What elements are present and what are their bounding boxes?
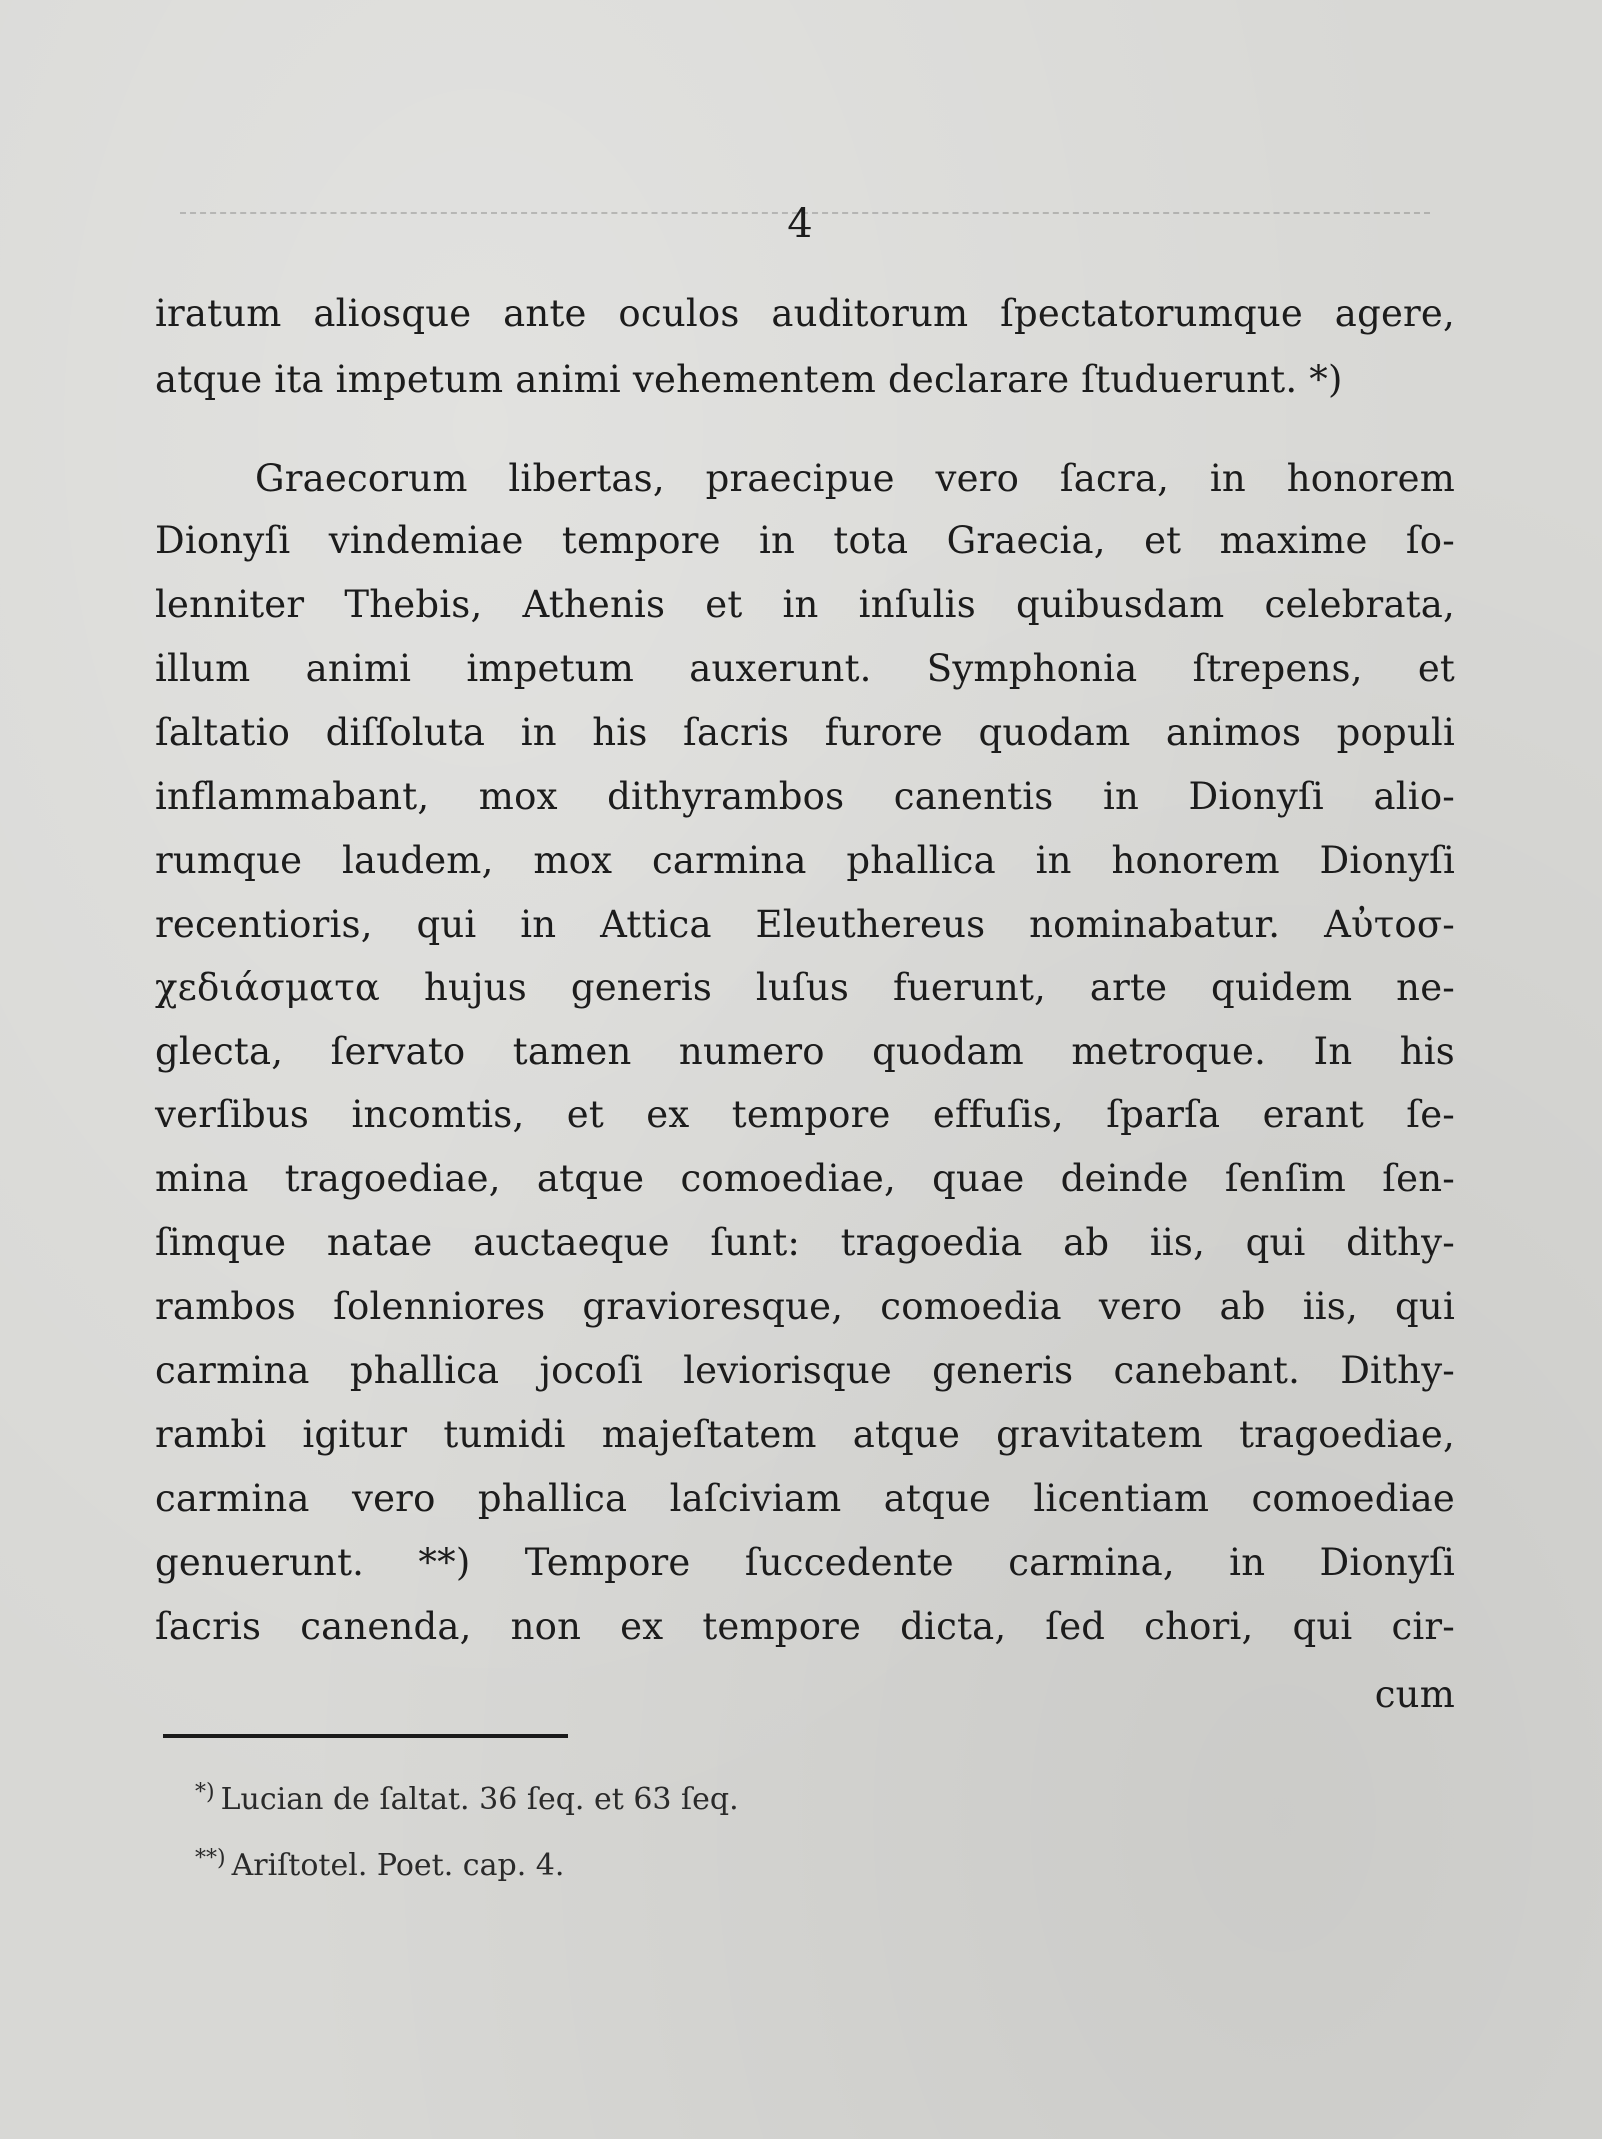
text-line: illum animi impetum auxerunt. Symphonia ſtrepens, et: [155, 647, 1455, 690]
text-line: mina tragoediae, atque comoediae, quae deinde ſenſim ſen-: [155, 1157, 1455, 1200]
text-line: lenniter Thebis, Athenis et in inſulis quibusdam celebrata,: [155, 583, 1455, 626]
text-line: recentioris, qui in Attica Eleuthereus nominabatur. Αὐτοσ-: [155, 903, 1455, 946]
text-line: Graecorum libertas, praecipue vero ſacra, in honorem: [255, 457, 1455, 500]
text-line: inflammabant, mox dithyrambos canentis in Dionyſi alio-: [155, 775, 1455, 818]
footnote: [195, 1768, 995, 1818]
text-line: carmina vero phallica laſciviam atque licentiam comoediae: [155, 1477, 1455, 1520]
text-line: χεδιάσματα hujus generis luſus fuerunt, arte quidem ne-: [155, 966, 1455, 1009]
text-line: ſimque natae auctaeque ſunt: tragoedia ab iis, qui dithy-: [155, 1221, 1455, 1264]
footnote-mark: **): [195, 1846, 226, 1871]
footnote-mark: *): [195, 1780, 215, 1805]
text-line: carmina phallica jocoſi leviorisque generis canebant. Dithy-: [155, 1349, 1455, 1392]
text-line: rambi igitur tumidi majeſtatem atque gravitatem tragoediae,: [155, 1413, 1455, 1456]
text-line: verſibus incomtis, et ex tempore effuſis, ſparſa erant ſe-: [155, 1093, 1455, 1136]
footnote-text: Ariſtotel. Poet. cap. 4.: [231, 1848, 565, 1883]
footnote-rule: [163, 1734, 568, 1738]
footnote-text: Lucian de ſaltat. 36 ſeq. et 63 ſeq.: [220, 1782, 739, 1817]
text-line: rumque laudem, mox carmina phallica in honorem Dionyſi: [155, 839, 1455, 882]
page-number: 4: [787, 201, 813, 247]
text-line: ſaltatio diſſoluta in his ſacris furore quodam animos populi: [155, 711, 1455, 754]
footnote: [195, 1834, 995, 1884]
catchword: cum: [1374, 1673, 1455, 1716]
text-line: genuerunt. **) Tempore ſuccedente carmina, in Dionyſi: [155, 1541, 1455, 1584]
text-line: atque ita impetum animi vehementem declarare ſtuduerunt. *): [155, 358, 1343, 401]
text-line: ſacris canenda, non ex tempore dicta, ſed chori, qui cir-: [155, 1605, 1455, 1648]
text-line: rambos ſolenniores gravioresque, comoedia vero ab iis, qui: [155, 1285, 1455, 1328]
text-line: glecta, ſervato tamen numero quodam metroque. In his: [155, 1030, 1455, 1073]
text-line: iratum aliosque ante oculos auditorum ſpectatorumque agere,: [155, 292, 1455, 335]
text-line: Dionyſi vindemiae tempore in tota Graecia, et maxime ſo-: [155, 519, 1455, 562]
